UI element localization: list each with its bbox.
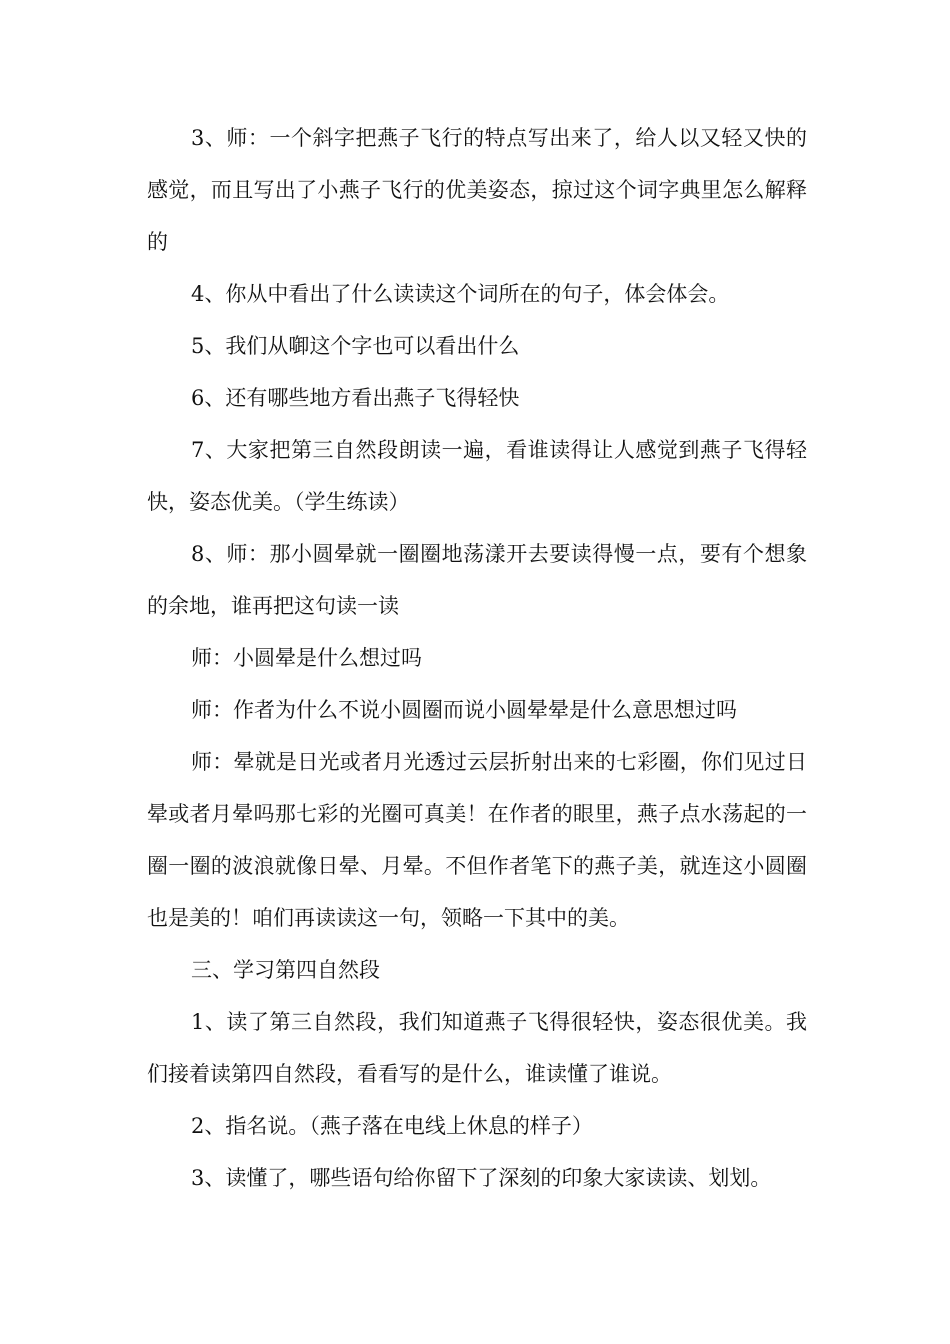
paragraph-teacher-question-1: 师：小圆晕是什么想过吗 [191,646,422,670]
paragraph-teacher-halo-explanation: 师：晕就是日光或者月光透过云层折射出来的七彩圈，你们见过日晕或者月晕吗那七彩的光圈可真美！在作者的眼里，燕子点水荡起的一圈一圈的波浪就像日晕、月晕。不但作者笔下的燕子美，就连这小圆圈也是美的！咱们再读读这一句，领略一下其中的美。 [147,750,807,930]
paragraph-item-3-teacher-slant: 3、师：一个斜字把燕子飞行的特点写出来了，给人以又轻又快的感觉，而且写出了小燕子飞行的优美姿态，掠过这个词字典里怎么解释的 [147,126,807,254]
section-heading-paragraph-four: 三、学习第四自然段 [191,958,380,982]
paragraph-item-8-ripple: 8、师：那小圆晕就一圈圈地荡漾开去要读得慢一点，要有个想象的余地，谁再把这句读一读 [147,542,807,618]
document-body [147,112,807,1204]
paragraph-item-4-read-sentence: 4、你从中看出了什么读读这个词所在的句子，体会体会。 [191,282,730,306]
paragraph-teacher-question-2: 师：作者为什么不说小圆圈而说小圆晕晕是什么意思想过吗 [191,698,737,722]
paragraph-item-3-impression: 3、读懂了，哪些语句给你留下了深刻的印象大家读读、划划。 [191,1166,772,1190]
paragraph-item-6-other-places: 6、还有哪些地方看出燕子飞得轻快 [191,386,520,410]
paragraph-item-7-read-aloud: 7、大家把第三自然段朗读一遍，看谁读得让人感觉到燕子飞得轻快，姿态优美。（学生练读） [147,438,807,514]
paragraph-item-5-xian-character: 5、我们从啣这个字也可以看出什么 [191,334,520,358]
paragraph-item-2-name-call: 2、指名说。（燕子落在电线上休息的样子） [191,1114,593,1138]
paragraph-item-1-read-fourth: 1、读了第三自然段，我们知道燕子飞得很轻快，姿态很优美。我们接着读第四自然段，看看写的是什么，谁读懂了谁说。 [147,1010,807,1086]
